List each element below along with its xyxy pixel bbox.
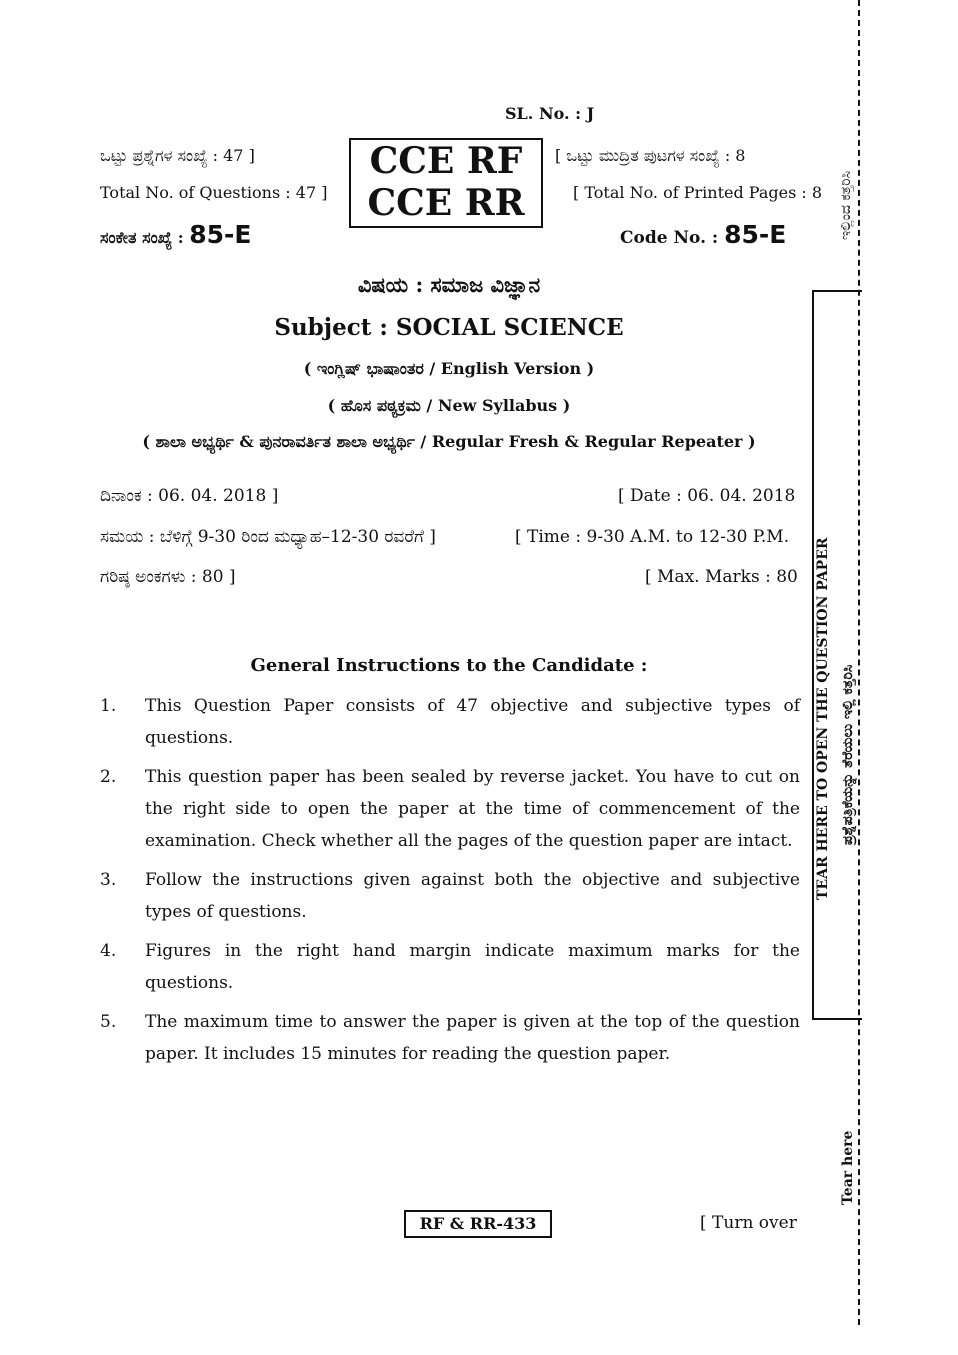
instruction-number: 4.	[100, 941, 117, 961]
cce-rr-label: CCE RR	[367, 182, 525, 224]
date-kannada: ದಿನಾಂಕ : 06. 04. 2018 ]	[100, 486, 279, 506]
cce-box	[349, 138, 543, 228]
cut-here-kannada: ಇಲ್ಲಿಂದ ಕತ್ತರಿಸಿ	[838, 170, 854, 240]
max-marks-kannada: ಗರಿಷ್ಠ ಅಂಕಗಳು : 80 ]	[100, 567, 236, 587]
candidate-type-line: ( ಶಾಲಾ ಅಭ್ಯರ್ಥಿ & ಪುನರಾವರ್ತಿತ ಶಾಲಾ ಅಭ್ಯರ್ಥಿ / Regular Fresh & Regular Repeater )	[142, 432, 756, 451]
code-label-english: Code No. :	[620, 228, 719, 248]
instruction-text: Figures in the right hand margin indicate maximum marks for the questions.	[145, 941, 800, 993]
printed-pages-kannada: [ ಒಟ್ಟು ಮುದ್ರಿತ ಪುಟಗಳ ಸಂಖ್ಯೆ : 8	[555, 146, 746, 165]
turn-over-label: [ Turn over	[700, 1213, 797, 1233]
printed-pages-english: [ Total No. of Printed Pages : 8	[573, 183, 823, 202]
time-kannada: ಸಮಯ : ಬೆಳಿಗ್ಗೆ 9-30 ರಿಂದ ಮಧ್ಯಾಹ–12-30 ರವರೆಗೆ ]	[100, 527, 436, 547]
instruction-number: 5.	[100, 1012, 117, 1032]
total-questions-english: Total No. of Questions : 47 ]	[100, 183, 328, 202]
instruction-number: 1.	[100, 696, 117, 716]
code-label-kannada: ಸಂಕೇತ ಸಂಖ್ಯೆ :	[100, 228, 184, 247]
code-value-english: 85-E	[724, 220, 787, 249]
instruction-item	[100, 690, 800, 754]
max-marks-english: [ Max. Marks : 80	[645, 567, 798, 587]
instruction-text: The maximum time to answer the paper is given at the top of the question paper. It includes 15 minutes for reading the question paper.	[145, 1012, 800, 1064]
instruction-number: 2.	[100, 767, 117, 787]
cce-rf-label: CCE RF	[369, 140, 523, 182]
tear-instruction-english: TEAR HERE TO OPEN THE QUESTION PAPER	[815, 537, 831, 900]
instructions-list	[100, 690, 800, 1077]
instruction-item	[100, 1006, 800, 1070]
subject-kannada: ವಿಷಯ : ಸಮಾಜ ವಿಜ್ಞಾನ	[357, 272, 541, 297]
code-number-kannada	[100, 220, 251, 249]
total-questions-kannada: ಒಟ್ಟು ಪ್ರಶ್ನೆಗಳ ಸಂಖ್ಯೆ : 47 ]	[100, 146, 255, 165]
instruction-item	[100, 761, 800, 857]
instructions-title: General Instructions to the Candidate :	[250, 655, 648, 676]
code-value-kannada: 85-E	[189, 220, 252, 249]
instruction-text: This Question Paper consists of 47 objective and subjective types of questions.	[145, 696, 800, 748]
subject-title: Subject : SOCIAL SCIENCE	[274, 314, 624, 341]
instruction-item	[100, 935, 800, 999]
paper-code-box: RF & RR-433	[404, 1210, 552, 1238]
tear-instruction-kannada: ಪ್ರಶ್ನೆಪತ್ರಿಕೆಯನ್ನು ತೆರೆಯಲು ಇಲ್ಲಿ ಕತ್ತರಿಸಿ	[840, 664, 856, 845]
instruction-item	[100, 864, 800, 928]
time-english: [ Time : 9-30 A.M. to 12-30 P.M.	[515, 527, 790, 547]
date-english: [ Date : 06. 04. 2018	[618, 486, 796, 506]
syllabus-line: ( ಹೊಸ ಪಠ್ಯಕ್ರಮ / New Syllabus )	[327, 396, 571, 415]
instruction-text: Follow the instructions given against both the objective and subjective types of questions.	[145, 870, 800, 922]
instruction-number: 3.	[100, 870, 117, 890]
serial-number: SL. No. : J	[505, 104, 595, 123]
version-line: ( ಇಂಗ್ಲಿಷ್ ಭಾಷಾಂತರ / English Version )	[303, 359, 595, 378]
instruction-text: This question paper has been sealed by reverse jacket. You have to cut on the right side to open the paper at the time of commencement of the examination. Check whether all the pages of the question paper are intact.	[145, 767, 800, 851]
tear-here-label: Tear here	[840, 1130, 856, 1205]
code-number-english	[620, 220, 786, 249]
